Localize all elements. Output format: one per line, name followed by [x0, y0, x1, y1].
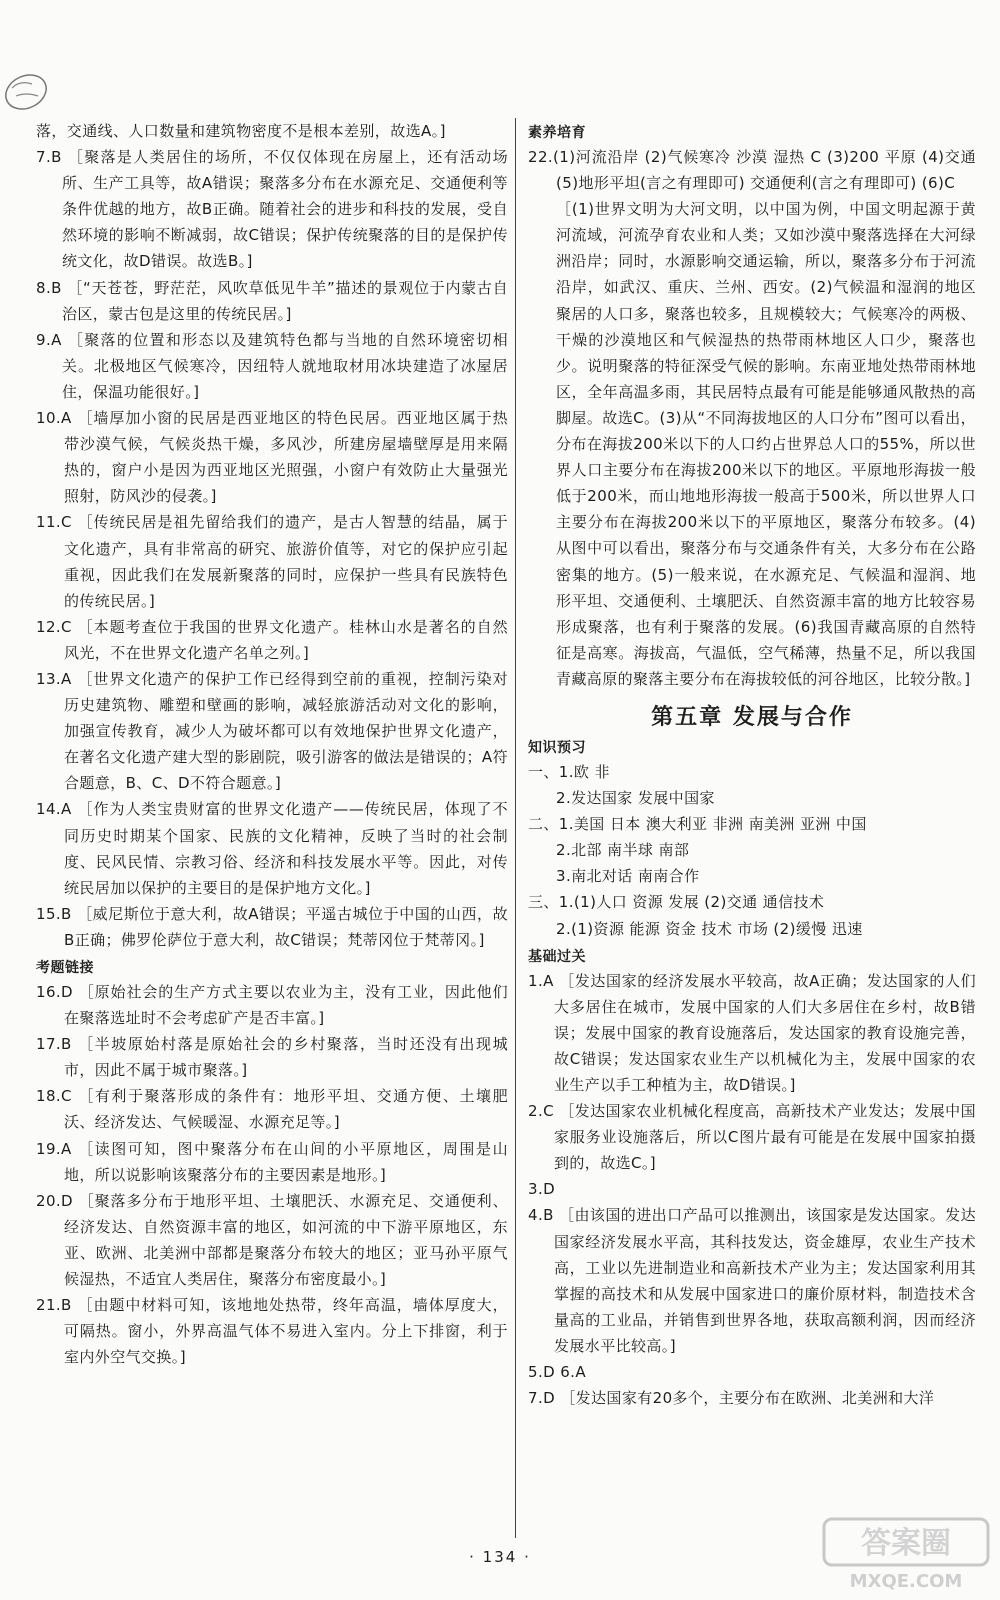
preview-3a: 三、1.(1)人口 资源 发展 (2)交通 通信技术 [528, 893, 825, 912]
basic-answer-7: 7.D ［发达国家有20多个，主要分布在欧洲、北美洲和大洋 [528, 1389, 935, 1408]
watermark-text: MXQE.COM [849, 1571, 963, 1592]
answer-18: 18.C ［有利于聚落形成的条件有：地形平坦、交通方便、土壤肥沃、经济发达、气候暖湿、水源充足等。] [36, 1087, 508, 1132]
right-column [528, 118, 976, 1411]
section-heading-jichu: 基础过关 [528, 948, 586, 965]
answer-13: 13.A ［世界文化遗产的保护工作已经得到空前的重视，控制污染对历史建筑物、雕塑和壁画的影响，减轻旅游活动对文化的影响，加强宣传教育，减少人为破坏都可以有效地保护世界文化遗产，在著名文化遗产建大型的影剧院，吸引游客的做法是错误的；A符合题意，B、C、D不符合题意。] [36, 669, 508, 793]
basic-answer-1: 1.A ［发达国家的经济发展水平较高，故A正确；发达国家的人们大多居住在城市，发展中国家的人们大多居住在乡村，故B错误；发展中国家的教育设施落后，发达国家的教育设施完善，故C错误；发达国家农业生产以机械化为主，发展中国家的农业生产以手工种植为主，故D错误。] [528, 971, 976, 1094]
answer-9: 9.A ［聚落的位置和形态以及建筑特色都与当地的自然环境密切相关。北极地区气候寒冷，因纽特人就地取材用冰块建造了冰屋居住，保温功能很好。] [36, 330, 508, 401]
preview-1a: 一、1.欧 非 [528, 762, 610, 781]
basic-answer-5-6: 5.D 6.A [528, 1363, 587, 1382]
basic-answer-2: 2.C ［发达国家农业机械化程度高，高新技术产业发达；发展中国家服务业设施落后，所以C图片最有可能是在发展中国家拍摄到的，故选C。] [528, 1102, 976, 1173]
preview-2b: 2.北部 南半球 南部 [556, 841, 690, 860]
answer-14: 14.A ［作为人类宝贵财富的世界文化遗产——传统民居，体现了不同历史时期某个国家、民族的文化精神，反映了当时的社会制度、民风民情、宗教习俗、经济和科技发展水平等。因此，对传统民居加以保护的主要目的是保护地方文化。] [36, 800, 508, 897]
answer-21: 21.B ［由题中材料可知，该地地处热带，终年高温，墙体厚度大，可隔热。窗小，外界高温气体不易进入室内。分上下排窗，利于室内外空气交换。] [36, 1296, 508, 1367]
section-heading-yuxi: 知识预习 [528, 739, 586, 756]
answer-15: 15.B ［威尼斯位于意大利，故A错误；平遥古城位于中国的山西，故B正确；佛罗伦萨位于意大利，故C错误；梵蒂冈位于梵蒂冈。] [36, 904, 508, 949]
answer-10: 10.A ［墙厚加小窗的民居是西亚地区的特色民居。西亚地区属于热带沙漠气候，气候炎热干燥，多风沙，所建房屋墙壁厚是用来隔热的，窗户小是因为西亚地区光照强，小窗户有效防止大量强光照射，防风沙的侵袭。] [36, 409, 508, 506]
basic-answer-3: 3.D [528, 1180, 556, 1199]
preview-2c: 3.南北对话 南南合作 [556, 867, 700, 886]
watermark-logo-icon [820, 1515, 992, 1593]
chapter-title: 第五章 发展与合作 [651, 704, 853, 730]
answer-22-explanation: ［(1)世界文明为大河文明，以中国为例，中国文明起源于黄河流域，河流孕育农业和人类；又如沙漠中聚落选择在大河绿洲沿岸；同时，水源影响交通运输，所以，聚落多分布于河流沿岸，如武汉、重庆、兰州、西安。(2)气候温和湿润的地区聚居的人口多，聚落也较多，且规模较大；气候寒冷的两极、干燥的沙漠地区和气候湿热的热带雨林地区人口少，聚落也少。说明聚落的特征深受气候的影响。东南亚地处热带雨林地区，全年高温多雨，其民居特点最有可能是能够通风散热的高脚屋。故选C。(3)从“不同海拔地区的人口分布”图可以看出，分布在海拔200米以下的人口约占世界总人口的55%，所以世界人口主要分布在海拔200米以下的地区。平原地形海拔一般低于200米，而山地地形海拔一般高于500米，所以世界人口主要分布在海拔200米以下的平原地区，聚落分布较多。(4)从图中可以看出，聚落分布与交通条件有关，大多分布在公路密集的地方。(5)一般来说，在水源充足、气候温和湿润、地形平坦、交通便利、土壤肥沃、自然资源丰富的地方比较容易形成聚落，也有利于聚落的发展。(6)我国青藏高原的自然特征是高寒。海拔高，气温低，空气稀薄，热量不足，所以我国青藏高原的聚落主要分布在海拔较低的河谷地区，比较分散。] [556, 200, 976, 688]
answer-17: 17.B ［半坡原始村落是原始社会的乡村聚落，当时还没有出现城市，因此不属于城市聚落。] [36, 1035, 508, 1080]
answer-7: 7.B ［聚落是人类居住的场所，不仅仅体现在房屋上，还有活动场所、生产工具等，故A错误；聚落多分布在水源充足、交通便利等条件优越的地方，故B正确。随着社会的进步和科技的发展，受自然环境的影响不断减弱，故C错误；保护传统聚落的目的是保护传统文化，故D错误。故选B。] [36, 148, 508, 271]
preview-3b: 2.(1)资源 能源 资金 技术 市场 (2)缓慢 迅速 [556, 919, 863, 938]
basic-answer-4: 4.B ［由该国的进出口产品可以推测出，该国家是发达国家。发达国家经济发展水平高，其科技发达，资金雄厚，农业生产技术高，工业以先进制造业和高新技术产业为主；发达国家利用其掌握的高技术和从发展中国家进口的廉价原材料，制造技术含量高的工业品，并销售到世界各地，获取高额利润，因而经济发展水平比较高。] [528, 1206, 976, 1355]
column-divider [515, 118, 516, 1538]
answer-16: 16.D ［原始社会的生产方式主要以农业为主，没有工业，因此他们在聚落选址时不会考虑矿产是否丰富。] [36, 983, 508, 1028]
answer-11: 11.C ［传统民居是祖先留给我们的遗产，是古人智慧的结晶，属于文化遗产，具有非常高的研究、旅游价值等，对它的保护应引起重视，因此我们在发展新聚落的同时，应保护一些具有民族特色的传统民居。] [36, 513, 508, 610]
answer-22: 22.(1)河流沿岸 (2)气候寒冷 沙漠 湿热 C (3)200 平原 (4)交通 (5)地形平坦(言之有理即可) 交通便利(言之有理即可) (6)C [528, 148, 976, 193]
preview-1b: 2.发达国家 发展中国家 [556, 789, 715, 808]
answer-text: 落，交通线、人口数量和建筑物密度不是根本差别，故选A。] [36, 122, 446, 140]
answer-12: 12.C ［本题考查位于我国的世界文化遗产。桂林山水是著名的自然风光，不在世界文化遗产名单之列。] [36, 617, 508, 662]
section-heading-link: 考题链接 [36, 960, 94, 976]
answer-20: 20.D ［聚落多分布于地形平坦、土壤肥沃、水源充足、交通便利、经济发达、自然资源丰富的地区，如河流的中下游平原地区，东亚、欧洲、北美洲中部都是聚落分布较大的地区；亚马孙平原气候湿热，不适宜人类居住，聚落分布密度最小。] [36, 1191, 508, 1289]
section-heading-suyang: 素养培育 [528, 125, 586, 141]
page-number: · 134 · [469, 1548, 531, 1566]
left-column [36, 118, 508, 1370]
answer-8: 8.B ［“天苍苍，野茫茫，风吹草低见牛羊”描述的景观位于内蒙古自治区，蒙古包是这里的传统民居。] [36, 278, 508, 323]
preview-2a: 二、1.美国 日本 澳大利亚 非洲 南美洲 亚洲 中国 [528, 815, 867, 834]
publisher-logo-icon [2, 68, 50, 116]
answer-19: 19.A ［读图可知，图中聚落分布在山间的小平原地区，周围是山地，所以说影响该聚落分布的主要因素是地形。] [36, 1139, 508, 1184]
watermark-label: 答案圈 [861, 1526, 951, 1561]
